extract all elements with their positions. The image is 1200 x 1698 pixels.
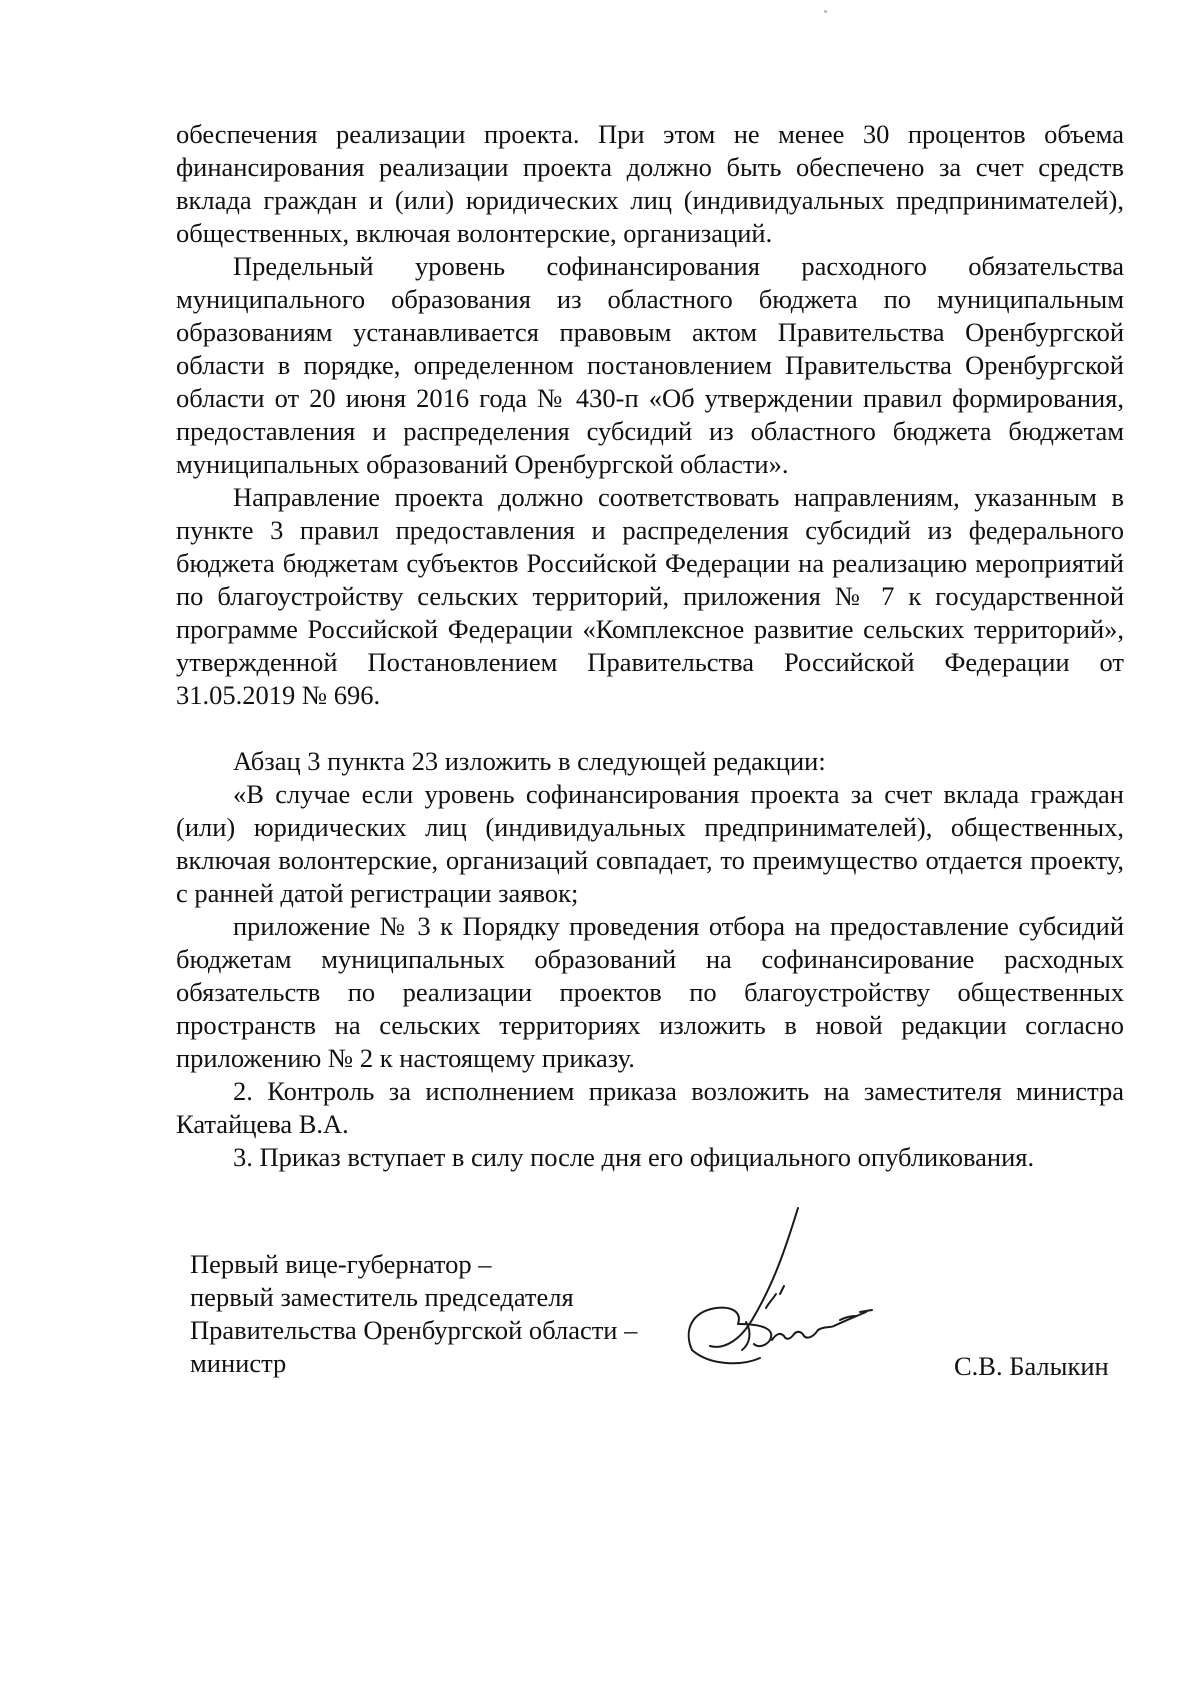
paragraph-amendment-text: «В случае если уровень софинансирования проекта за счет вклада граждан (или) юридических лиц (индивидуальных предпринимателей), общественных, включая волонтерские, организаций совпадает, то преимущество отдается проекту, с ранней датой регистрации заявок; (176, 779, 1124, 908)
scan-mark (824, 10, 827, 13)
document-body (176, 118, 1124, 1174)
paragraph-control-clause: 2. Контроль за исполнением приказа возложить на заместителя министра Катайцева В.А. (176, 1076, 1124, 1139)
paragraph-cofinancing-limit: Предельный уровень софинансирования расходного обязательства муниципального образования из областного бюджета по муниципальным образованиям устанавливается правовым актом Правительства Оренбургской области в порядке, определенном постановлением Правительства Оренбургской области от 20 июня 2016 года № 430-п «Об утверждении правил формирования, предоставления и распределения субсидий из областного бюджета бюджетам муниципальных образований Оренбургской области». (176, 251, 1124, 479)
signer-name: С.В. Балыкин (954, 1351, 1109, 1381)
paragraph-project-direction: Направление проекта должно соответствовать направлениям, указанным в пункте 3 правил предоставления и распределения субсидий из федерального бюджета бюджетам субъектов Российской Федерации на реализацию мероприятий по благоустройству сельских территорий, приложения № 7 к государственной программе Российской Федерации «Комплексное развитие сельских территорий», утвержденной Постановлением Правительства Российской Федерации от 31.05.2019 № 696. (176, 482, 1124, 710)
paragraph-continuation: обеспечения реализации проекта. При этом не менее 30 процентов объема финансирования реализации проекта должно быть обеспечено за счет средств вклада граждан и (или) юридических лиц (индивидуальных предпринимателей), общественных, включая волонтерские, организаций. (176, 119, 1124, 248)
paragraph-appendix-change: приложение № 3 к Порядку проведения отбора на предоставление субсидий бюджетам муниципальных образований на софинансирование расходных обязательств по реализации проектов по благоустройству общественных пространств на сельских территориях изложить в новой редакции согласно приложению № 2 к настоящему приказу. (176, 911, 1124, 1073)
signatory-title-line: министр (190, 1348, 287, 1378)
signatory-title-line: Правительства Оренбургской области – (190, 1315, 638, 1345)
paragraph-amendment-intro: Абзац 3 пункта 23 изложить в следующей редакции: (233, 746, 826, 776)
handwritten-signature (680, 1200, 920, 1390)
signatory-title-line: первый заместитель председателя (190, 1282, 574, 1312)
signatory-title (190, 1248, 637, 1380)
signatory-title-line: Первый вице-губернатор – (190, 1249, 492, 1279)
paragraph-effective-clause: 3. Приказ вступает в силу после дня его официального опубликования. (233, 1142, 1035, 1172)
